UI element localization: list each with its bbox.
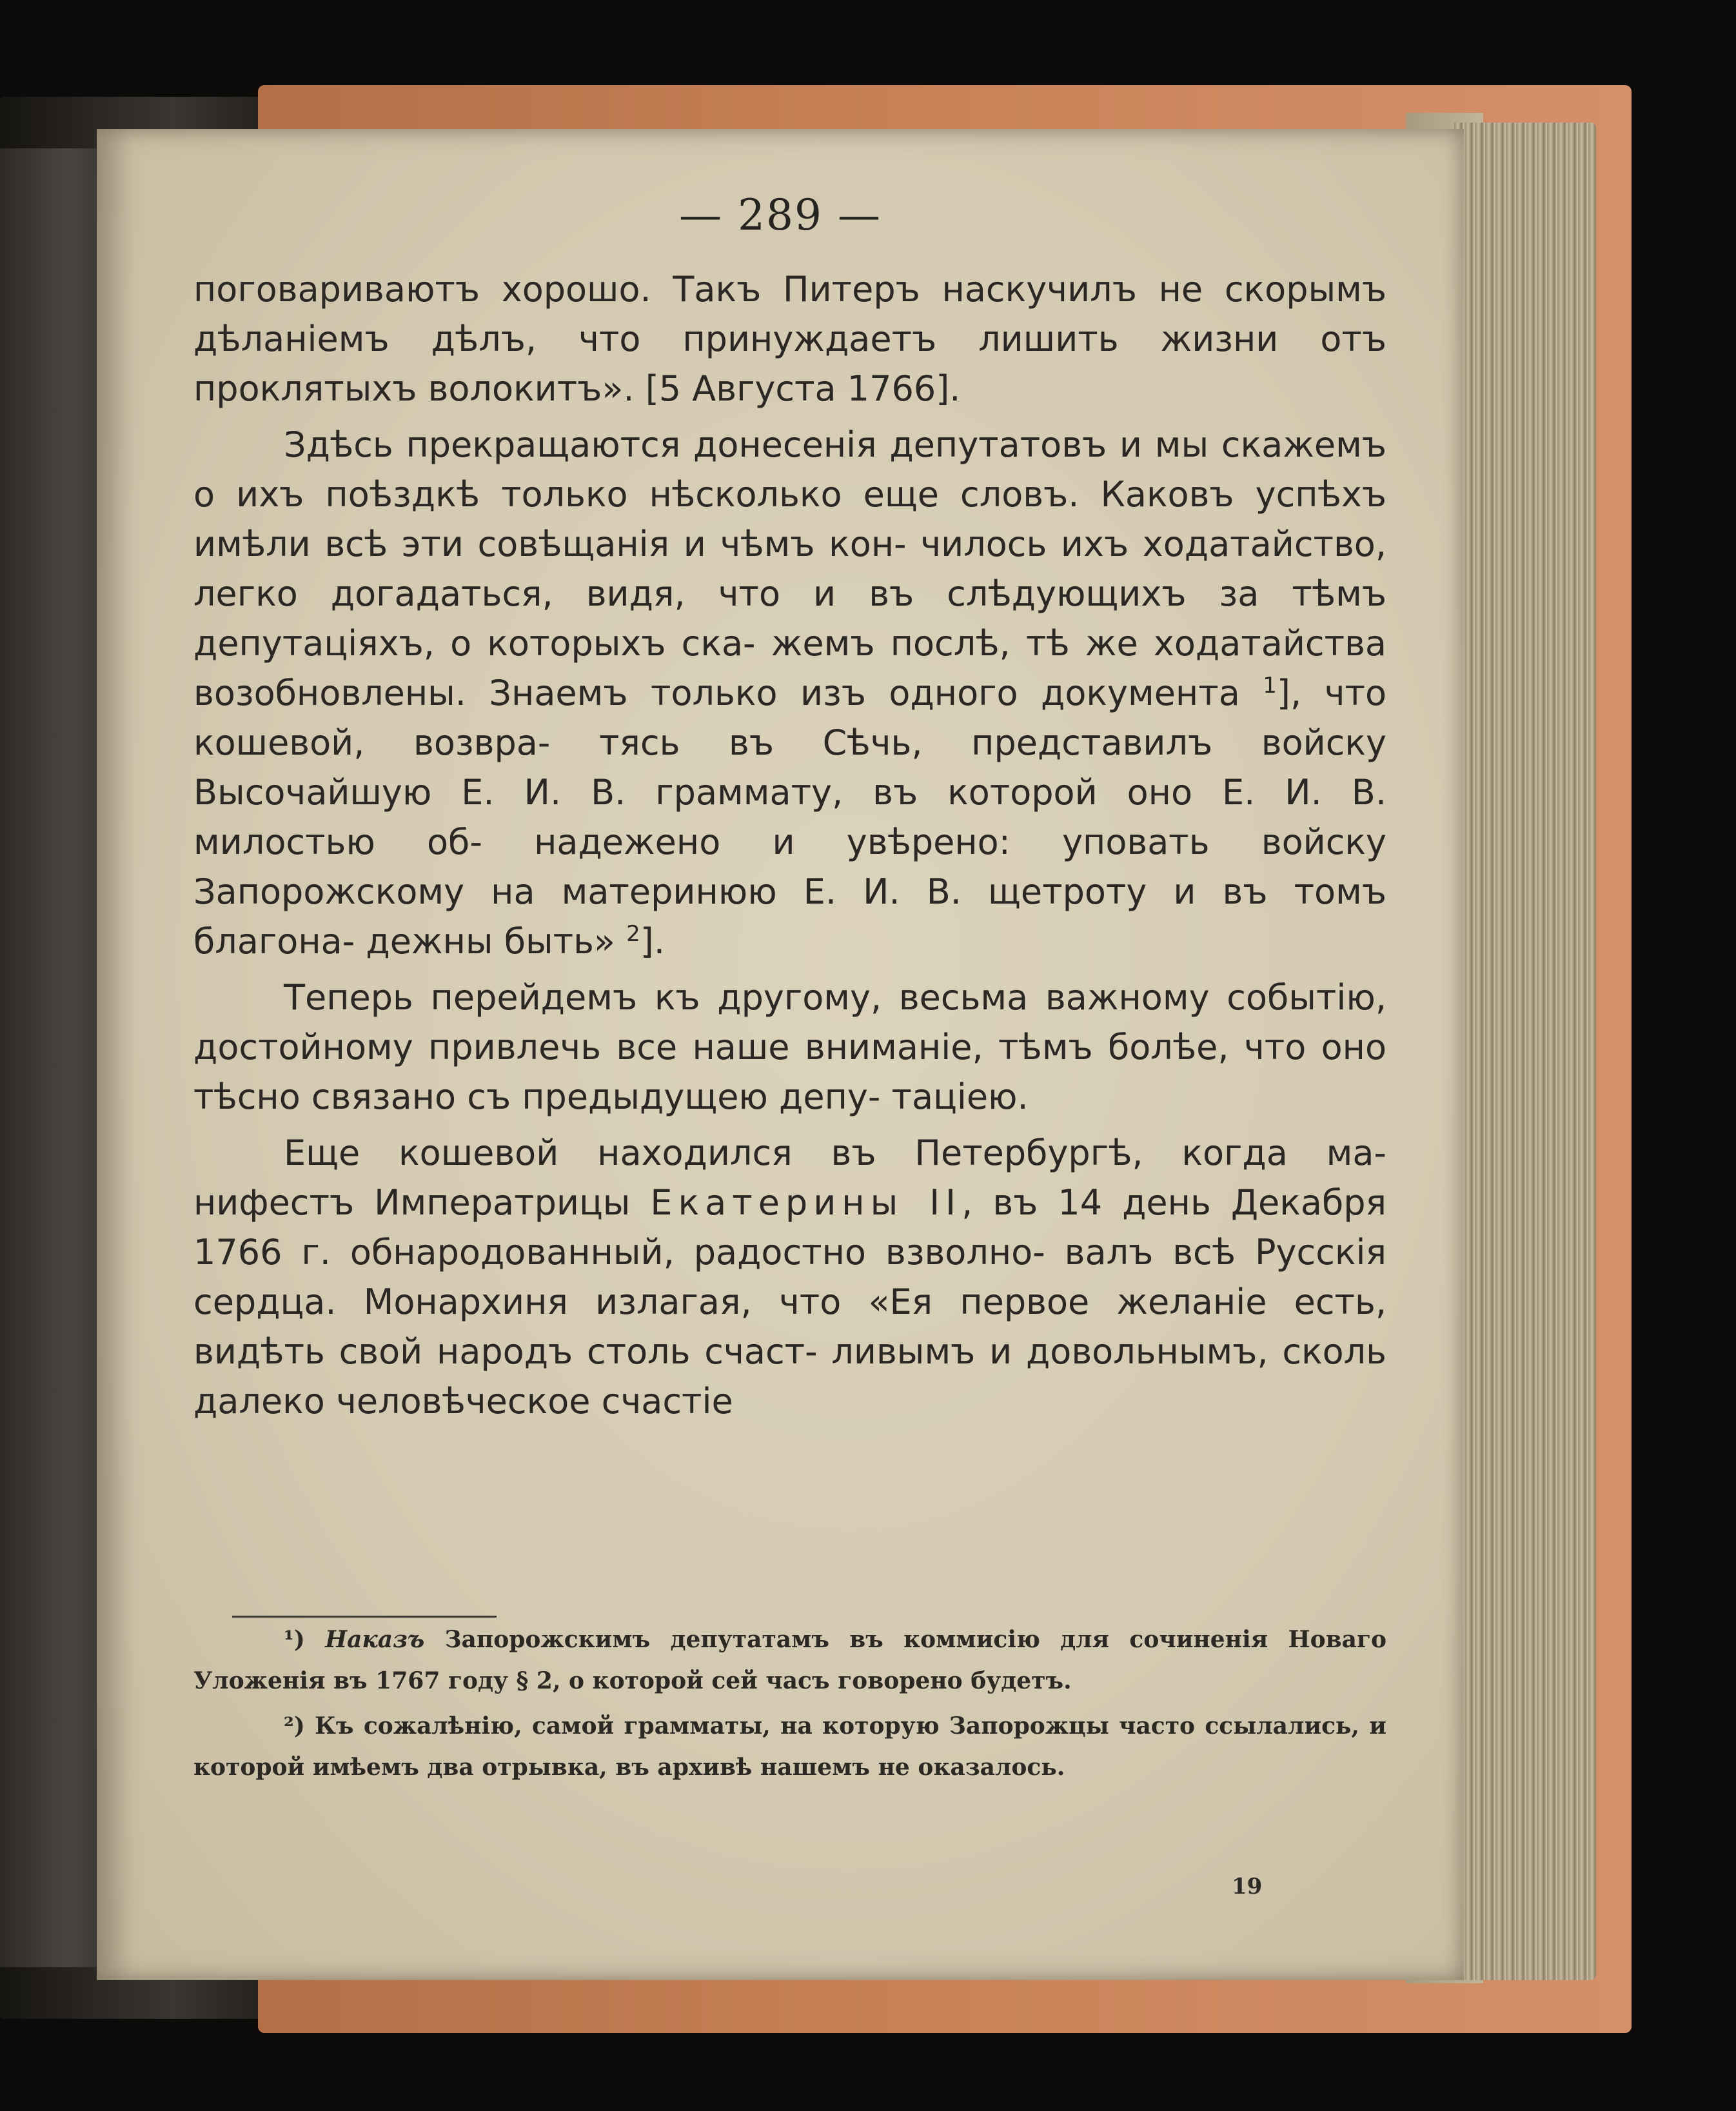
footnote-text: Запорожскимъ депутатамъ въ коммисію для сочиненія Новаго Уложенія въ 1767 году § 2, о которой сей часъ говорено будетъ.: [193, 1626, 1386, 1694]
text-line-with-footnote: дежны быть» $^2$].: [366, 921, 665, 962]
text-line: на материнюю Е. И. В. щетроту и въ томъ благона-: [193, 871, 1386, 962]
text-line: Декабря 1766 г. обнародованный, радостно взволно-: [193, 1182, 1387, 1273]
book-page: [97, 129, 1464, 1980]
text-line: Теперь перейдемъ къ другому, весьма важному: [284, 977, 1210, 1018]
text-line: жизни отъ проклятыхъ волокитъ». [5 Августа 1766].: [193, 319, 1387, 409]
paragraph-2: [193, 420, 1386, 966]
footnote-2: [193, 1705, 1386, 1788]
footnote-ref-2: 2: [626, 921, 640, 947]
footnote-ref-1: 1: [1263, 673, 1277, 699]
text-line: въ слѣдующихъ за тѣмъ депутаціяхъ, о которыхъ ска-: [193, 573, 1386, 664]
text-line-with-spaced-name: нифестъ Императрицы Екатерины II, въ 14 день: [193, 1182, 1211, 1223]
text-line: валъ всѣ Русскія сердца. Монархиня излагая, что «Ея: [193, 1232, 1387, 1322]
left-cover: [0, 148, 113, 1967]
paragraph-3: [193, 973, 1386, 1122]
footnote-mark: ²): [284, 1712, 305, 1739]
text-line: В. граммату, въ которой оно Е. И. В. милостью об-: [193, 772, 1386, 862]
footnote-italic-lead: Наказъ: [325, 1626, 425, 1653]
text-line: первое желаніе есть, видѣть свой народъ столь счаст-: [193, 1282, 1386, 1372]
text-line: надежено и увѣрено: уповать войску Запорожскому: [193, 822, 1386, 912]
text-line: Еще кошевой находился въ Петербургѣ, когда ма-: [284, 1133, 1386, 1173]
footnote-text: Къ сожалѣнію, самой грамматы, на которую Запорожцы часто ссылались, и которой имѣемъ два отрывка, въ архивѣ нашемъ не оказалось.: [193, 1712, 1386, 1781]
text-line-with-footnote: только изъ одного документа $^1$], что кошевой, возвра-: [193, 673, 1387, 763]
text-line: болѣе, что оно тѣсно связано съ предыдущею депу-: [193, 1027, 1386, 1117]
text-line: событію, достойному привлечь все наше вниманіе, тѣмъ: [193, 977, 1387, 1067]
signature-mark: 19: [1232, 1874, 1263, 1899]
footnotes: [193, 1619, 1386, 1788]
text-line: тясь въ Сѣчь, представилъ войску Высочайшую Е. И.: [193, 722, 1386, 813]
footnote-rule: [232, 1616, 497, 1618]
paragraph-1: [193, 264, 1386, 413]
text-line: Каковъ успѣхъ имѣли всѣ эти совѣщанія и чѣмъ кон-: [193, 474, 1387, 564]
text-line: ливымъ и довольнымъ, сколь далеко человѣческое счастіе: [193, 1331, 1386, 1422]
text-line: поговариваютъ хорошо. Такъ Питеръ наскучилъ не: [193, 269, 1203, 310]
spaced-name: Екатерины II: [650, 1182, 962, 1223]
running-head: — 289 —: [679, 190, 882, 240]
text-line: чилось ихъ ходатайство, легко догадаться, видя, что и: [193, 524, 1386, 614]
paragraph-4: [193, 1128, 1386, 1426]
text-line: скажемъ о ихъ поѣздкѣ только нѣсколько еще словъ.: [193, 424, 1387, 515]
footnote-mark: ¹): [284, 1626, 305, 1653]
text-line: жемъ послѣ, тѣ же ходатайства возобновлены. Знаемъ: [193, 623, 1386, 713]
footnote-1: [193, 1619, 1386, 1701]
text-line: таціею.: [891, 1076, 1029, 1117]
text-line: скорымъ дѣланіемъ дѣлъ, что принуждаетъ лишить: [193, 269, 1386, 359]
text-line: Здѣсь прекращаются донесенія депутатовъ и мы: [284, 424, 1209, 465]
body-text: [193, 264, 1386, 1426]
page-fore-edge: [1454, 123, 1596, 1980]
